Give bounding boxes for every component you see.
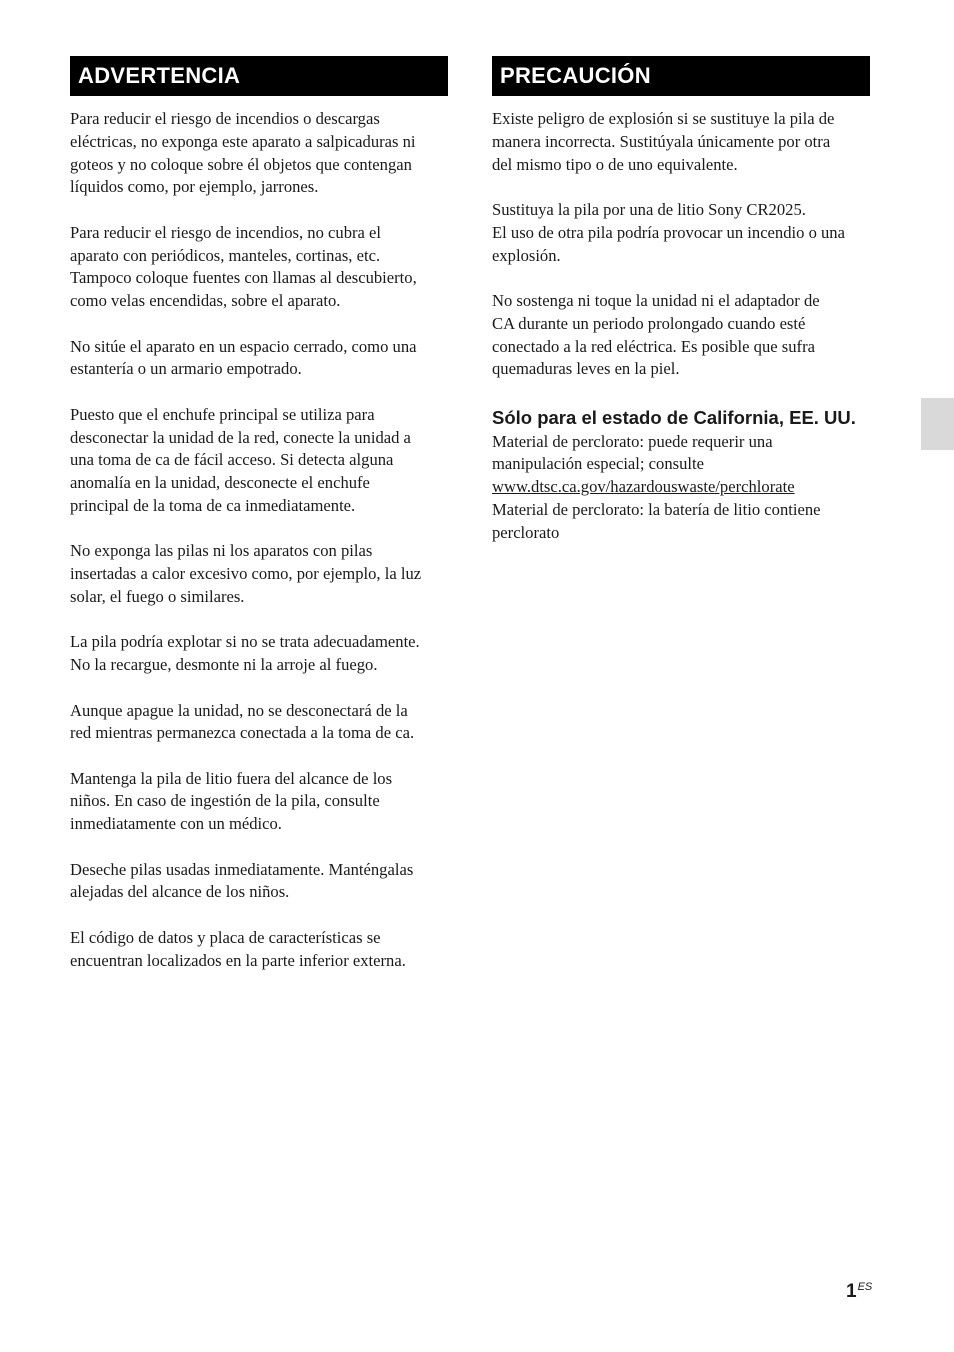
paragraph: Existe peligro de explosión si se sustituye la pila de manera incorrecta. Sustitúyala únicamente por otra del mismo tipo o de uno equivalente. [492, 109, 835, 174]
notice-line [492, 476, 870, 499]
notice-line: manipulación especial; consulte [492, 454, 704, 474]
precaucion-heading: PRECAUCIÓN [492, 56, 870, 96]
paragraph: No sostenga ni toque la unidad ni el adaptador de CA durante un periodo prolongado cuando esté conectado a la red eléctrica. Es posible que sufra quemaduras leves en la piel. [492, 290, 820, 379]
advertencia-section [70, 56, 448, 995]
advertencia-heading: ADVERTENCIA [70, 56, 448, 96]
perchlorate-link[interactable]: www.dtsc.ca.gov/hazardouswaste/perchlorate [492, 477, 795, 497]
paragraph: Aunque apague la unidad, no se desconectará de la red mientras permanezca conectada a la toma de ca. [70, 700, 415, 743]
paragraph: Para reducir el riesgo de incendios o descargas eléctricas, no exponga este aparato a salpicaduras ni goteos y no coloque sobre él objetos que contengan líquidos como, por ejemplo, jarrones. [70, 109, 416, 197]
paragraph: La pila podría explotar si no se trata adecuadamente. No la recargue, desmonte ni la arroje al fuego. [70, 632, 420, 675]
side-tab-marker [921, 398, 954, 450]
paragraph: Mantenga la pila de litio fuera del alcance de los niños. En caso de ingestión de la pila, consulte inmediatamente con un médico. [70, 768, 393, 834]
notice-line: perclorato [492, 522, 560, 542]
california-notice [492, 431, 870, 545]
precaucion-section [492, 56, 870, 545]
notice-line: Material de perclorato: puede requerir una [492, 431, 773, 451]
paragraph: Sustituya la pila por una de litio Sony CR2025. El uso de otra pila podría provocar un incendio o una explosión. [492, 199, 845, 265]
california-subheading: Sólo para el estado de California, EE. UU. [492, 407, 856, 429]
paragraph: Para reducir el riesgo de incendios, no cubra el aparato con periódicos, manteles, cortinas, etc. Tampoco coloque fuentes con llamas al descubierto, como velas encendidas, sobre el aparato. [70, 222, 417, 311]
page-number [846, 1281, 872, 1303]
advertencia-paragraphs [70, 108, 448, 972]
paragraph: El código de datos y placa de características se encuentran localizados en la parte inferior externa. [70, 927, 406, 970]
page-number-value: 1 [846, 1281, 857, 1302]
paragraph: Puesto que el enchufe principal se utiliza para desconectar la unidad de la red, conecte la unidad a una toma de ca de fácil acceso. Si detecta alguna anomalía en la unidad, desconecte el enchufe principal de la toma de ca inmediatamente. [70, 404, 411, 515]
page-language-code: ES [857, 1281, 873, 1293]
paragraph: No sitúe el aparato en un espacio cerrado, como una estantería o un armario empotrado. [70, 336, 417, 379]
notice-line: Material de perclorato: la batería de litio contiene [492, 500, 821, 520]
precaucion-paragraphs [492, 108, 870, 381]
paragraph: No exponga las pilas ni los aparatos con pilas insertadas a calor excesivo como, por ejemplo, la luz solar, el fuego o similares. [70, 541, 422, 606]
paragraph: Deseche pilas usadas inmediatamente. Manténgalas alejadas del alcance de los niños. [70, 859, 414, 902]
